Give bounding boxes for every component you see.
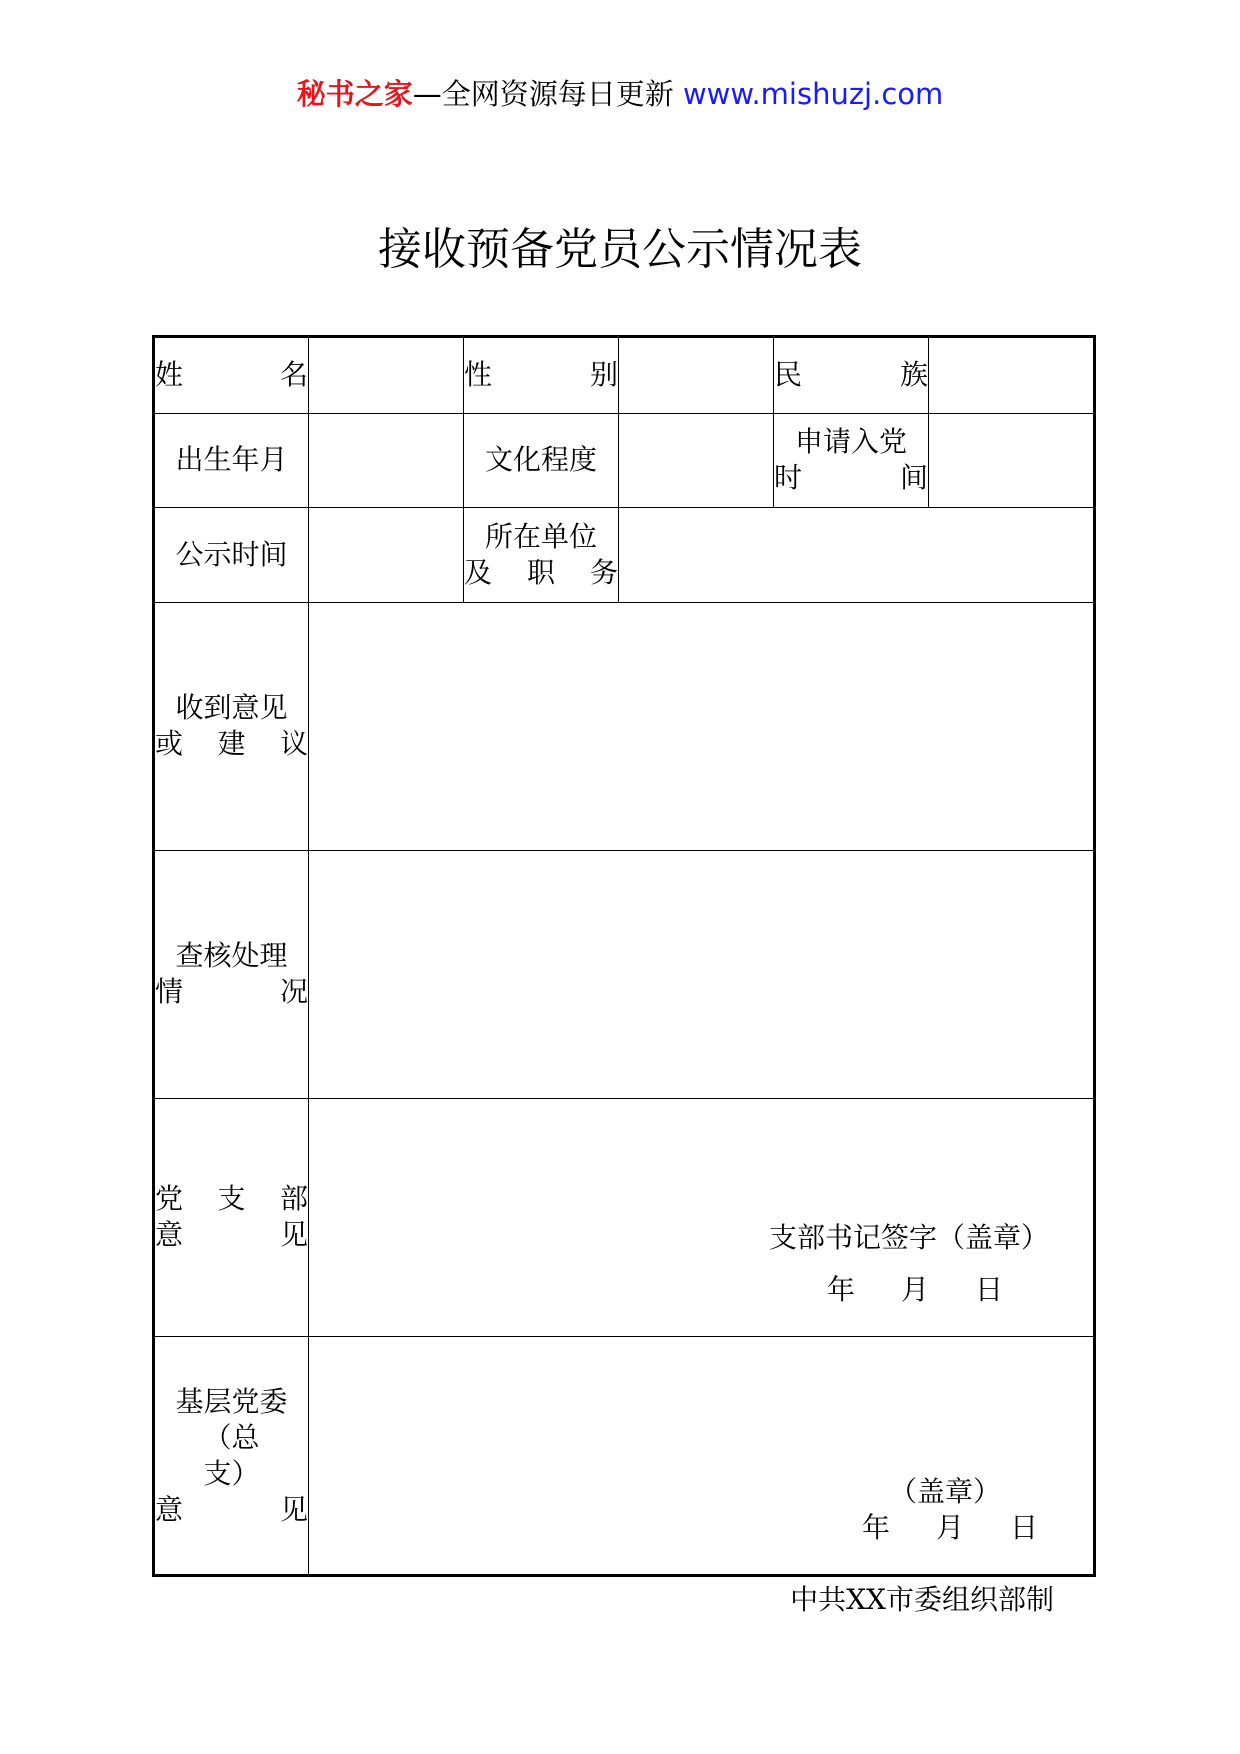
opinions-label: 收到意见 或 建 议: [154, 602, 309, 850]
education-label: 文化程度: [464, 413, 619, 508]
publicity-time-field[interactable]: [309, 508, 464, 603]
branch-opinion-field[interactable]: [309, 1098, 1095, 1337]
unit-position-field[interactable]: [619, 508, 1095, 603]
branch-opinion-label: 党 支 部 意 见: [154, 1098, 309, 1337]
gender-label: 性 别: [464, 337, 619, 414]
opinions-field[interactable]: [309, 602, 1095, 850]
ethnicity-label: 民 族: [774, 337, 929, 414]
review-label: 查核处理 情 况: [154, 850, 309, 1098]
birth-field[interactable]: [309, 413, 464, 508]
name-label: 姓 名: [154, 337, 309, 414]
unit-position-label: 所在单位 及 职 务: [464, 508, 619, 603]
site-banner: [0, 74, 1240, 114]
banner-slogan: —全网资源每日更新: [412, 77, 674, 111]
branch-date: 年 月 日: [826, 1273, 1003, 1307]
committee-date: 年 月 日: [861, 1511, 1038, 1544]
publicity-form-table: [152, 335, 1096, 1577]
brand-name: 秘书之家: [296, 77, 413, 111]
publicity-time-label: 公示时间: [154, 508, 309, 603]
education-field[interactable]: [619, 413, 774, 508]
branch-signature-text: 支部书记签字（盖章）: [768, 1221, 1049, 1255]
name-field[interactable]: [309, 337, 464, 414]
committee-opinion-field[interactable]: [309, 1337, 1095, 1576]
committee-seal-text: （盖章）: [888, 1475, 1001, 1508]
apply-time-field[interactable]: [929, 413, 1095, 508]
site-url-link[interactable]: www.mishuzj.com: [682, 77, 944, 111]
gender-field[interactable]: [619, 337, 774, 414]
ethnicity-field[interactable]: [929, 337, 1095, 414]
apply-time-label: 申请入党 时 间: [774, 413, 929, 508]
issuer-footer: 中共XX市委组织部制: [790, 1583, 1054, 1616]
committee-opinion-label: 基层党委 （总 支） 意 见: [154, 1337, 309, 1576]
birth-label: 出生年月: [154, 413, 309, 508]
form-title: 接收预备党员公示情况表: [378, 224, 862, 275]
review-field[interactable]: [309, 850, 1095, 1098]
